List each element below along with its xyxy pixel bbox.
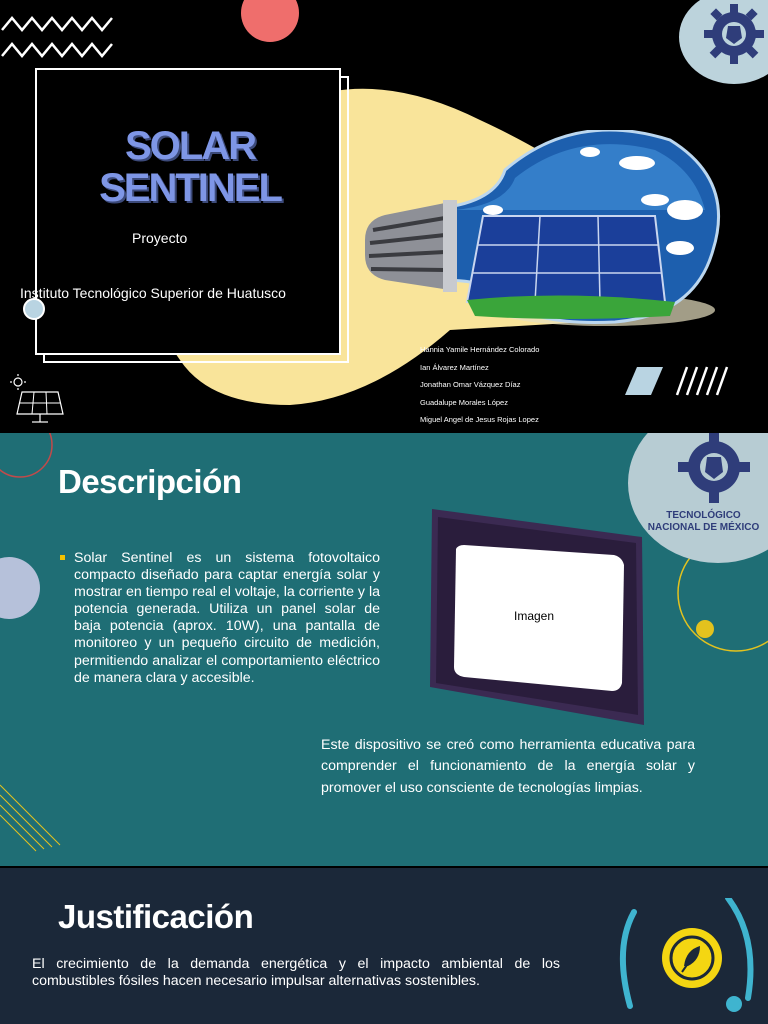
section-heading-justificacion: Justificación <box>58 898 254 935</box>
stripes-decoration <box>625 365 730 397</box>
description-bullet: Solar Sentinel es un sistema fotovoltaico compacto diseñado para captar energía solar y mostrar en tiempo real el voltaje, la corriente y la potencia generada. Utiliza un panel solar de baja potencia (aprox. 10W), una pantalla de monitoreo y un pequeño circuito de medición, permitiendo analizar el comportamiento eléctrico de manera clara y accesible. <box>74 550 380 686</box>
small-circle-decoration <box>23 298 45 320</box>
gear-logo-icon <box>628 433 768 563</box>
section-heading-descripcion: Descripción <box>58 463 242 500</box>
presentation-title: SOLAR SENTINEL <box>99 124 281 210</box>
slide-description <box>0 433 768 866</box>
authors-list <box>420 341 539 429</box>
author-item: Miguel Angel de Jesus Rojas Lopez <box>420 415 539 424</box>
institute-name: Instituto Tecnológico Superior de Huatusco <box>20 285 286 301</box>
presentation-subtitle: Proyecto <box>132 230 188 246</box>
justification-paragraph: El crecimiento de la demanda energética y el impacto ambiental de los combustibles fósiles hacen necesario impulsar alternativas sostenibles. <box>32 956 560 990</box>
solar-bulb-illustration <box>355 130 725 335</box>
slide-justification <box>0 868 768 1024</box>
slide-title <box>0 0 768 431</box>
author-item: Guadalupe Morales López <box>420 397 508 407</box>
author-item: Jonathan Omar Vázquez Díaz <box>420 380 521 389</box>
title-box <box>35 68 341 355</box>
tec-logo-text: TECNOLÓGICO NACIONAL DE MÉXICO <box>647 510 760 533</box>
zigzag-decoration <box>0 12 118 60</box>
tec-logo-circle <box>679 0 768 84</box>
solar-panel-icon <box>8 374 66 426</box>
author-item: Hannia Yamile Hernández Colorado <box>420 345 540 354</box>
coral-circle-decoration <box>241 0 299 42</box>
image-placeholder-label: Imagen <box>514 609 555 623</box>
description-paragraph: Este dispositivo se creó como herramienta educativa para comprender el funcionamiento de la energía solar y promover el uso consciente de tecnologías limpias. <box>321 737 695 796</box>
tec-logo-circle <box>628 433 768 563</box>
eco-badge-decoration <box>600 898 768 1024</box>
author-item: Ian Álvarez Martínez <box>420 362 489 372</box>
gear-logo-icon <box>679 0 768 84</box>
